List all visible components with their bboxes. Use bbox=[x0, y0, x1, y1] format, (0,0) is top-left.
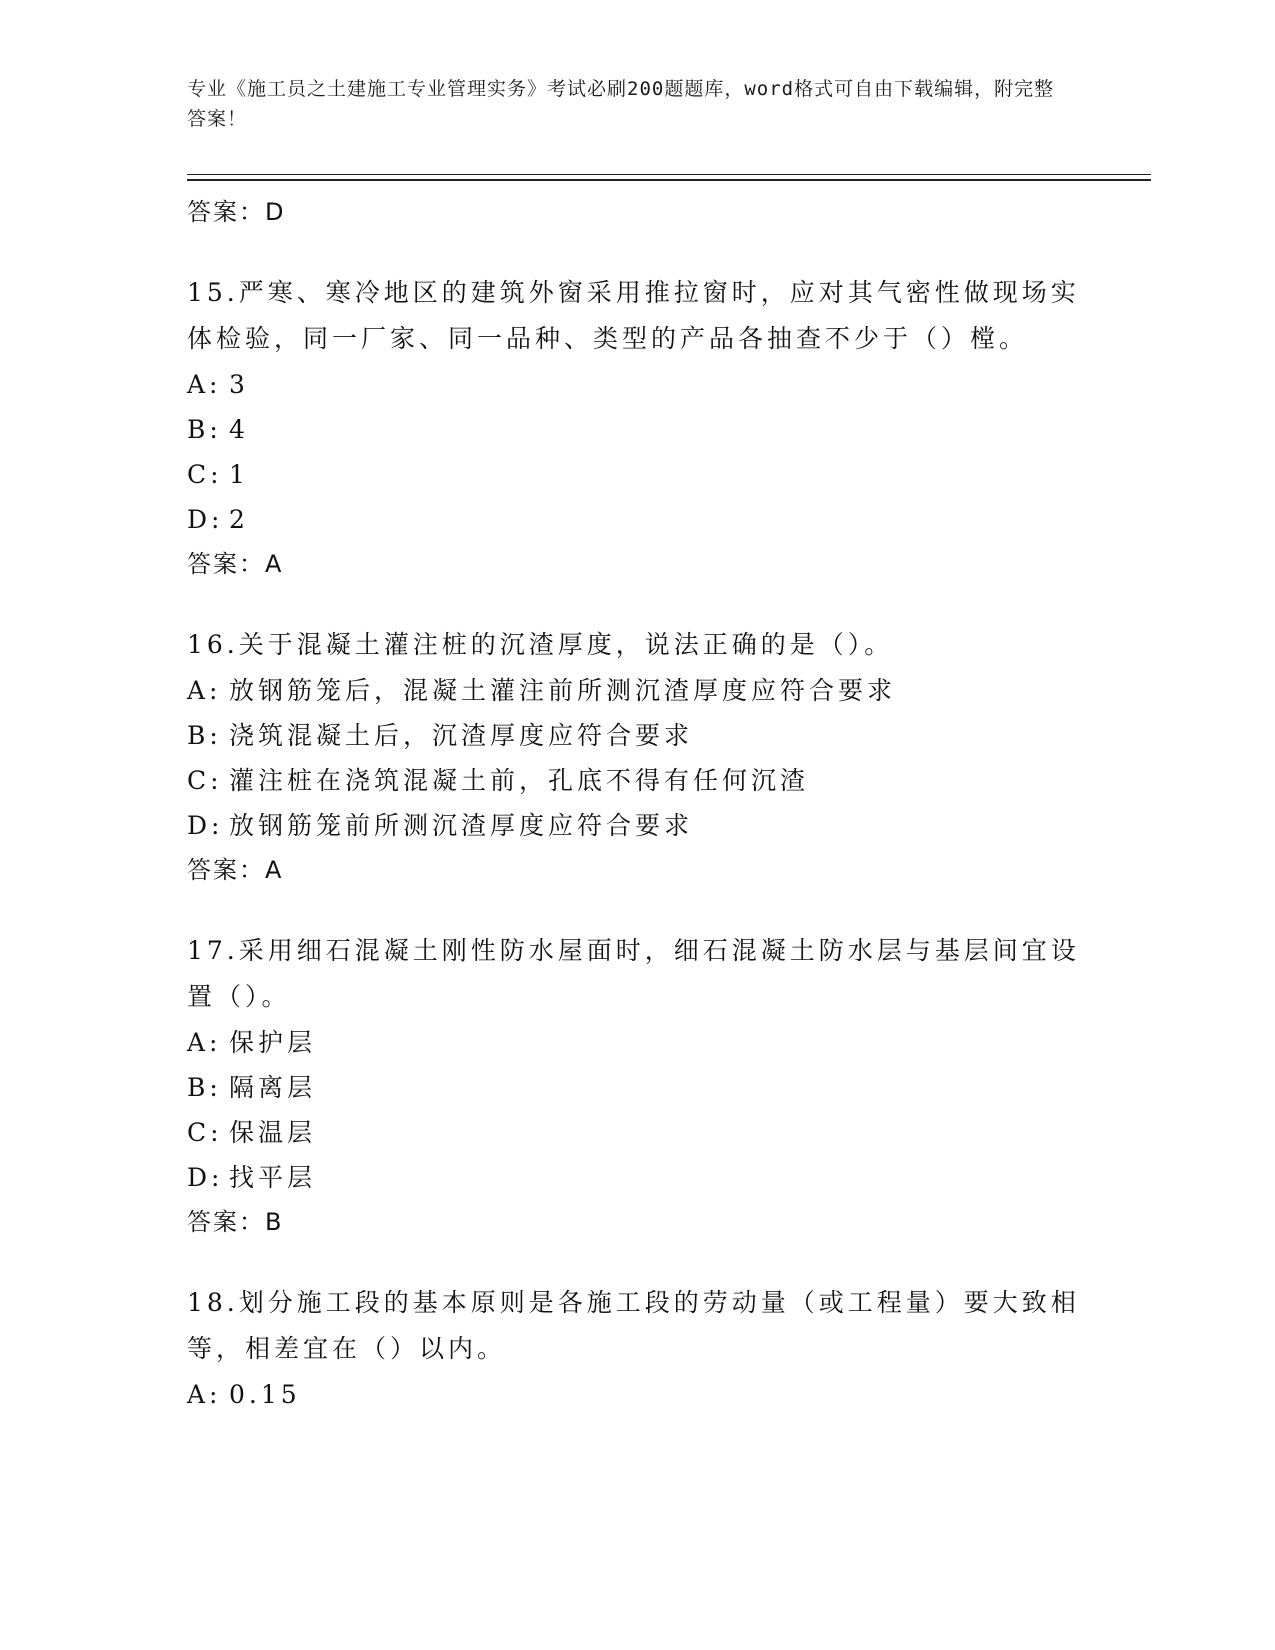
option-text: 保护层 bbox=[229, 1028, 317, 1057]
option-letter: B: bbox=[187, 1073, 222, 1102]
option-a bbox=[187, 362, 1107, 407]
question-stem: 18.划分施工段的基本原则是各施工段的劳动量（或工程量）要大致相等，相差宜在（）以内。 bbox=[187, 1288, 1080, 1363]
option-a bbox=[187, 1020, 1107, 1065]
document-header: 专业《施工员之土建施工专业管理实务》考试必刷200题题库，word格式可自由下载编辑，附完整答案！ bbox=[187, 78, 1055, 130]
option-c bbox=[187, 758, 1107, 803]
option-text: 1 bbox=[229, 460, 249, 489]
option-letter: B: bbox=[187, 415, 222, 444]
option-letter: C: bbox=[187, 1118, 223, 1147]
option-b bbox=[187, 407, 1107, 452]
option-c bbox=[187, 452, 1107, 497]
question-stem: 15.严寒、寒冷地区的建筑外窗采用推拉窗时，应对其气密性做现场实体检验，同一厂家、同一品种、类型的产品各抽查不少于（）樘。 bbox=[187, 278, 1080, 353]
answer-line: 答案：A bbox=[187, 550, 284, 578]
option-letter: D: bbox=[187, 1163, 224, 1192]
option-b bbox=[187, 713, 1107, 758]
option-text: 放钢筋笼前所测沉渣厚度应符合要求 bbox=[229, 811, 694, 840]
answer-line: 答案：A bbox=[187, 856, 284, 884]
question-block bbox=[187, 928, 1107, 1020]
question-stem: 16.关于混凝土灌注桩的沉渣厚度，说法正确的是（）。 bbox=[187, 630, 894, 659]
option-d bbox=[187, 803, 1107, 848]
option-letter: C: bbox=[187, 460, 223, 489]
option-letter: D: bbox=[187, 811, 224, 840]
option-text: 浇筑混凝土后，沉渣厚度应符合要求 bbox=[229, 721, 694, 750]
option-letter: A: bbox=[187, 676, 222, 705]
question-block bbox=[187, 622, 1107, 668]
question-block bbox=[187, 1280, 1107, 1372]
answer-line: 答案：B bbox=[187, 1208, 284, 1236]
option-text: 灌注桩在浇筑混凝土前，孔底不得有任何沉渣 bbox=[229, 766, 810, 795]
option-letter: A: bbox=[187, 1380, 222, 1409]
option-b bbox=[187, 1065, 1107, 1110]
question-stem: 17.采用细石混凝土刚性防水屋面时，细石混凝土防水层与基层间宜设置（）。 bbox=[187, 936, 1080, 1011]
option-text: 4 bbox=[229, 415, 249, 444]
option-letter: B: bbox=[187, 721, 222, 750]
option-letter: A: bbox=[187, 1028, 222, 1057]
option-text: 隔离层 bbox=[229, 1073, 317, 1102]
option-letter: A: bbox=[187, 370, 222, 399]
option-c bbox=[187, 1110, 1107, 1155]
option-d bbox=[187, 497, 1107, 542]
option-text: 保温层 bbox=[229, 1118, 317, 1147]
option-d bbox=[187, 1155, 1107, 1200]
option-letter: D: bbox=[187, 505, 224, 534]
question-list bbox=[187, 190, 1107, 1417]
option-text: 3 bbox=[229, 370, 249, 399]
header-rule-thick bbox=[187, 179, 1151, 181]
question-block bbox=[187, 270, 1107, 362]
option-a bbox=[187, 1372, 1107, 1417]
answer-line: 答案：D bbox=[187, 198, 286, 226]
header-rule-thin bbox=[187, 174, 1151, 175]
option-text: 找平层 bbox=[229, 1163, 317, 1192]
option-text: 2 bbox=[229, 505, 249, 534]
option-text: 0.15 bbox=[229, 1380, 301, 1409]
option-letter: C: bbox=[187, 766, 223, 795]
option-a bbox=[187, 668, 1107, 713]
option-text: 放钢筋笼后，混凝土灌注前所测沉渣厚度应符合要求 bbox=[229, 676, 897, 705]
